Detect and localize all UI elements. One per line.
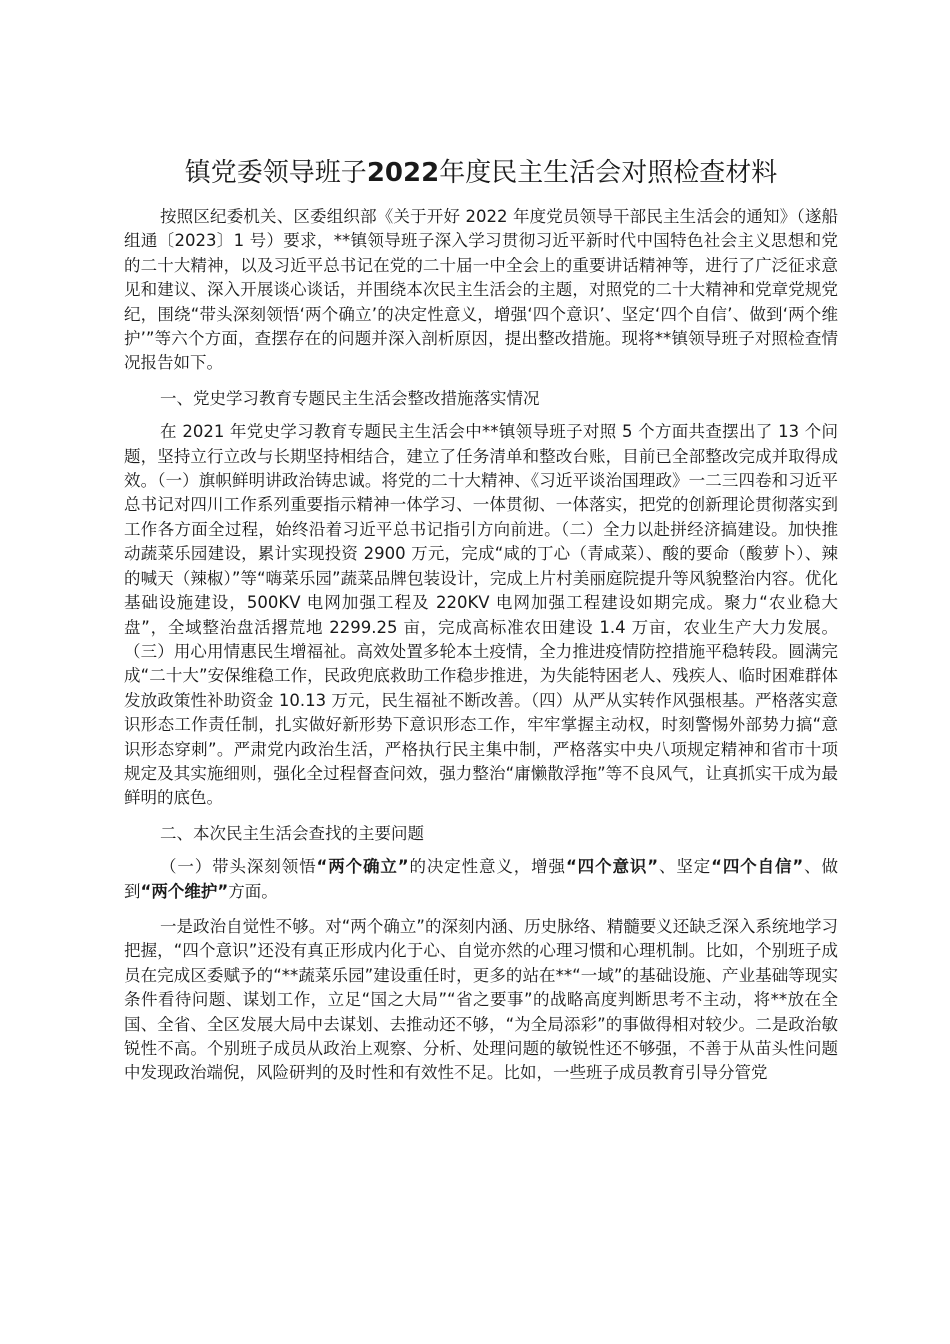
subheading-quote: “两个维护”	[140, 881, 229, 901]
subsection-heading-1	[124, 855, 838, 904]
title-suffix: 年度民主生活会对照检查材料	[439, 158, 778, 188]
section-heading-1: 一、党史学习教育专题民主生活会整改措施落实情况	[160, 388, 540, 408]
subheading-quote: “两个确立”	[316, 857, 409, 877]
section-1-paragraph: 在 2021 年党史学习教育专题民主生活会中**镇领导班子对照 5 个方面共查摆出了 13 个问题，坚持立行立改与长期坚持相结合，建立了任务清单和整改台账，目前已全部整改完成并取得成效。（一）旗帜鲜明讲政治铸忠诚。将党的二十大精神、《习近平谈治国理政》一二三四卷和习近平总书记对四川工作系列重要指示精神一体学习、一体贯彻、一体落实，把党的创新理论贯彻落实到工作各方面全过程，始终沿着习近平总书记指引方向前进。（二）全力以赴拼经济搞建设。加快推动蔬菜乐园建设，累计实现投资 2900 万元，完成“咸的丁心（青咸菜）、酸的要命（酸萝卜）、辣的喊天（辣椒）”等“嗨菜乐园”蔬菜品牌包装设计，完成上片村美丽庭院提升等风貌整治内容。优化基础设施建设，500KV 电网加强工程及 220KV 电网加强工程建设如期完成。聚力“农业稳大盘”，全域整治盘活撂荒地 2299.25 亩，完成高标准农田建设 1.4 万亩，农业生产大力发展。（三）用心用情惠民生增福祉。高效处置多轮本土疫情，全力推进疫情防控措施平稳转段。圆满完成“二十大”安保维稳工作，民政兜底救助工作稳步推进，为失能特困老人、残疾人、临时困难群体发放政策性补助资金 10.13 万元，民生福祉不断改善。（四）从严从实转作风强根基。严格落实意识形态工作责任制，扎实做好新形势下意识形态工作，牢牢掌握主动权，时刻警惕外部势力搞“意识形态穿刺”。严肃党内政治生活，严格执行民主集中制，严格落实中央八项规定精神和省市十项规定及其实施细则，强化全过程督查问效，强力整治“庸懒散浮拖”等不良风气，让真抓实干成为最鲜明的底色。	[124, 422, 838, 808]
intro-paragraph: 按照区纪委机关、区委组织部《关于开好 2022 年度党员领导干部民主生活会的通知》（遂船组通〔2023〕1 号）要求，**镇领导班子深入学习贯彻习近平新时代中国特色社会主义思想和党的二十大精神，以及习近平总书记在党的二十届一中全会上的重要讲话精神等，进行了广泛征求意见和建议、深入开展谈心谈话，并围绕本次民主生活会的主题，对照党的二十大精神和党章党规党纪，围绕“带头深刻领悟‘两个确立’的决定性意义，增强‘四个意识’、坚定‘四个自信’、做到‘两个维护’”等六个方面，查摆存在的问题并深入剖析原因，提出整改措施。现将**镇领导班子对照检查情况报告如下。	[124, 207, 838, 373]
subheading-part: （一）带头深刻领悟	[160, 857, 317, 877]
document-title	[124, 148, 838, 198]
title-year: 2022	[366, 158, 440, 188]
section-heading-2: 二、本次民主生活会查找的主要问题	[160, 823, 424, 843]
subheading-quote: “四个意识”	[565, 857, 659, 877]
subheading-part: 、做到	[124, 857, 839, 901]
document-body	[124, 148, 838, 1097]
subheading-quote: “四个自信”	[711, 857, 804, 877]
subheading-part: 、坚定	[658, 857, 712, 877]
title-prefix: 镇党委领导班子	[184, 158, 367, 188]
section-2-paragraph: 一是政治自觉性不够。对“两个确立”的深刻内涵、历史脉络、精髓要义还缺乏深入系统地学习把握，“四个意识”还没有真正形成内化于心、自觉亦然的心理习惯和心理机制。比如，个别班子成员在完成区委赋予的“**蔬菜乐园”建设重任时，更多的站在**“一域”的基础设施、产业基础等现实条件看待问题、谋划工作，立足“国之大局”“省之要事”的战略高度判断思考不主动，将**放在全国、全省、全区发展大局中去谋划、去推动还不够，“为全局添彩”的事做得相对较少。二是政治敏锐性不高。个别班子成员从政治上观察、分析、处理问题的敏锐性还不够强，不善于从苗头性问题中发现政治端倪，风险研判的及时性和有效性不足。比如，一些班子成员教育引导分管党	[124, 916, 838, 1083]
subheading-part: 的决定性意义，增强	[408, 857, 566, 877]
subheading-part: 方面。	[228, 881, 278, 901]
